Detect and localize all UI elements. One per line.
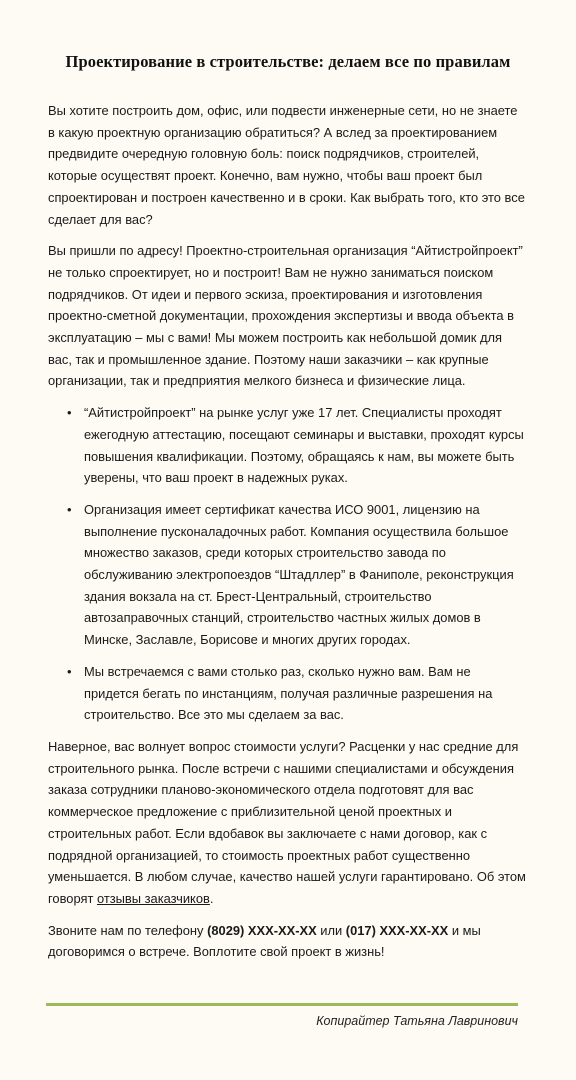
phone-landline: (017) XXX-XX-XX bbox=[345, 922, 449, 938]
divider-line bbox=[46, 1003, 518, 1006]
reviews-link[interactable]: отзывы заказчиков bbox=[96, 890, 210, 906]
bullet-icon: • bbox=[67, 501, 72, 517]
company-paragraph: Вы пришли по адресу! Проектно-строительная организация “Айтистройпроект” не только спроектирует, но и построит! Вам не нужно заниматься поиском подрядчиков. От идеи и первого эскиза, проектирования и изготовления проектно-сметной документации, прохождения экспертизы и ввода объекта в эксплуатацию – мы с вами! Мы можем построить как небольшой домик для вас, так и промышленное здание. Поэтому наши заказчики – как крупные организации, так и предприятия мелкого бизнеса и физические лица. bbox=[48, 243, 523, 389]
list-item-text: Организация имеет сертификат качества ИСО 9001, лицензию на выполнение пусконаладочных работ. Компания осуществила большое множество заказов, среди которых строительство завода по обслуживанию электропоездов “Штадллер” в Фаниполе, реконструкция здания вокзала на ст. Брест-Центральный, строительство автозаправочных станций, строительство частных жилых домов в Минске, Заславле, Борисове и многих других городах. bbox=[84, 501, 514, 648]
pricing-paragraph bbox=[48, 736, 526, 910]
page-title: Проектирование в строительстве: делаем все по правилам bbox=[65, 52, 511, 71]
contact-text-start: Звоните нам по телефону bbox=[48, 922, 208, 938]
pricing-text: Наверное, вас волнует вопрос стоимости услуги? Расценки у нас средние для строительного рынка. После встречи с нашими специалистами и обсуждения заказа сотрудники планово-экономического отдела подготовят для вас коммерческое предложение с приблизительной ценой проектных и строительных работ. Если вдобавок вы заключаете с нами договор, как с подрядной организацией, то стоимость проектных работ существенно уменьшается. В любом случае, качество нашей услуги гарантировано. Об этом говорят bbox=[48, 738, 526, 906]
contact-text-end: и мы договоримся о встрече. Воплотите свой проект в жизнь! bbox=[48, 922, 481, 960]
author-signature: Копирайтер Татьяна Лавринович bbox=[316, 1014, 518, 1028]
pricing-end: . bbox=[209, 890, 214, 906]
advantages-list bbox=[48, 402, 526, 726]
bullet-icon: • bbox=[67, 663, 72, 679]
phone-mobile: (8029) XXX-XX-XX bbox=[207, 922, 317, 938]
contact-text-or: или bbox=[316, 922, 346, 938]
list-item bbox=[67, 499, 526, 651]
intro-paragraph: Вы хотите построить дом, офис, или подвести инженерные сети, но не знаете в какую проектную организацию обратиться? А вслед за проектированием предвидите очередную головную боль: поиск подрядчиков, строителей, которые осуществят проект. Конечно, вам нужно, чтобы ваш проект был спроектирован и построен качественно и в сроки. Как выбрать того, кто это все сделает для вас? bbox=[48, 103, 525, 227]
list-item bbox=[67, 661, 526, 726]
list-item-text: “Айтистройпроект” на рынке услуг уже 17 лет. Специалисты проходят ежегодную аттестацию, посещают семинары и выставки, проходят курсы повышения квалификации. Поэтому, обращаясь к нам, вы можете быть уверены, что ваш проект в надежных руках. bbox=[84, 405, 524, 486]
contact-paragraph bbox=[48, 920, 526, 963]
list-item bbox=[67, 402, 526, 489]
list-item-text: Мы встречаемся с вами столько раз, сколько нужно вам. Вам не придется бегать по инстанциям, получая различные разрешения на строительство. Все это мы сделаем за вас. bbox=[84, 663, 493, 723]
article-body bbox=[48, 100, 526, 973]
bullet-icon: • bbox=[67, 405, 72, 421]
